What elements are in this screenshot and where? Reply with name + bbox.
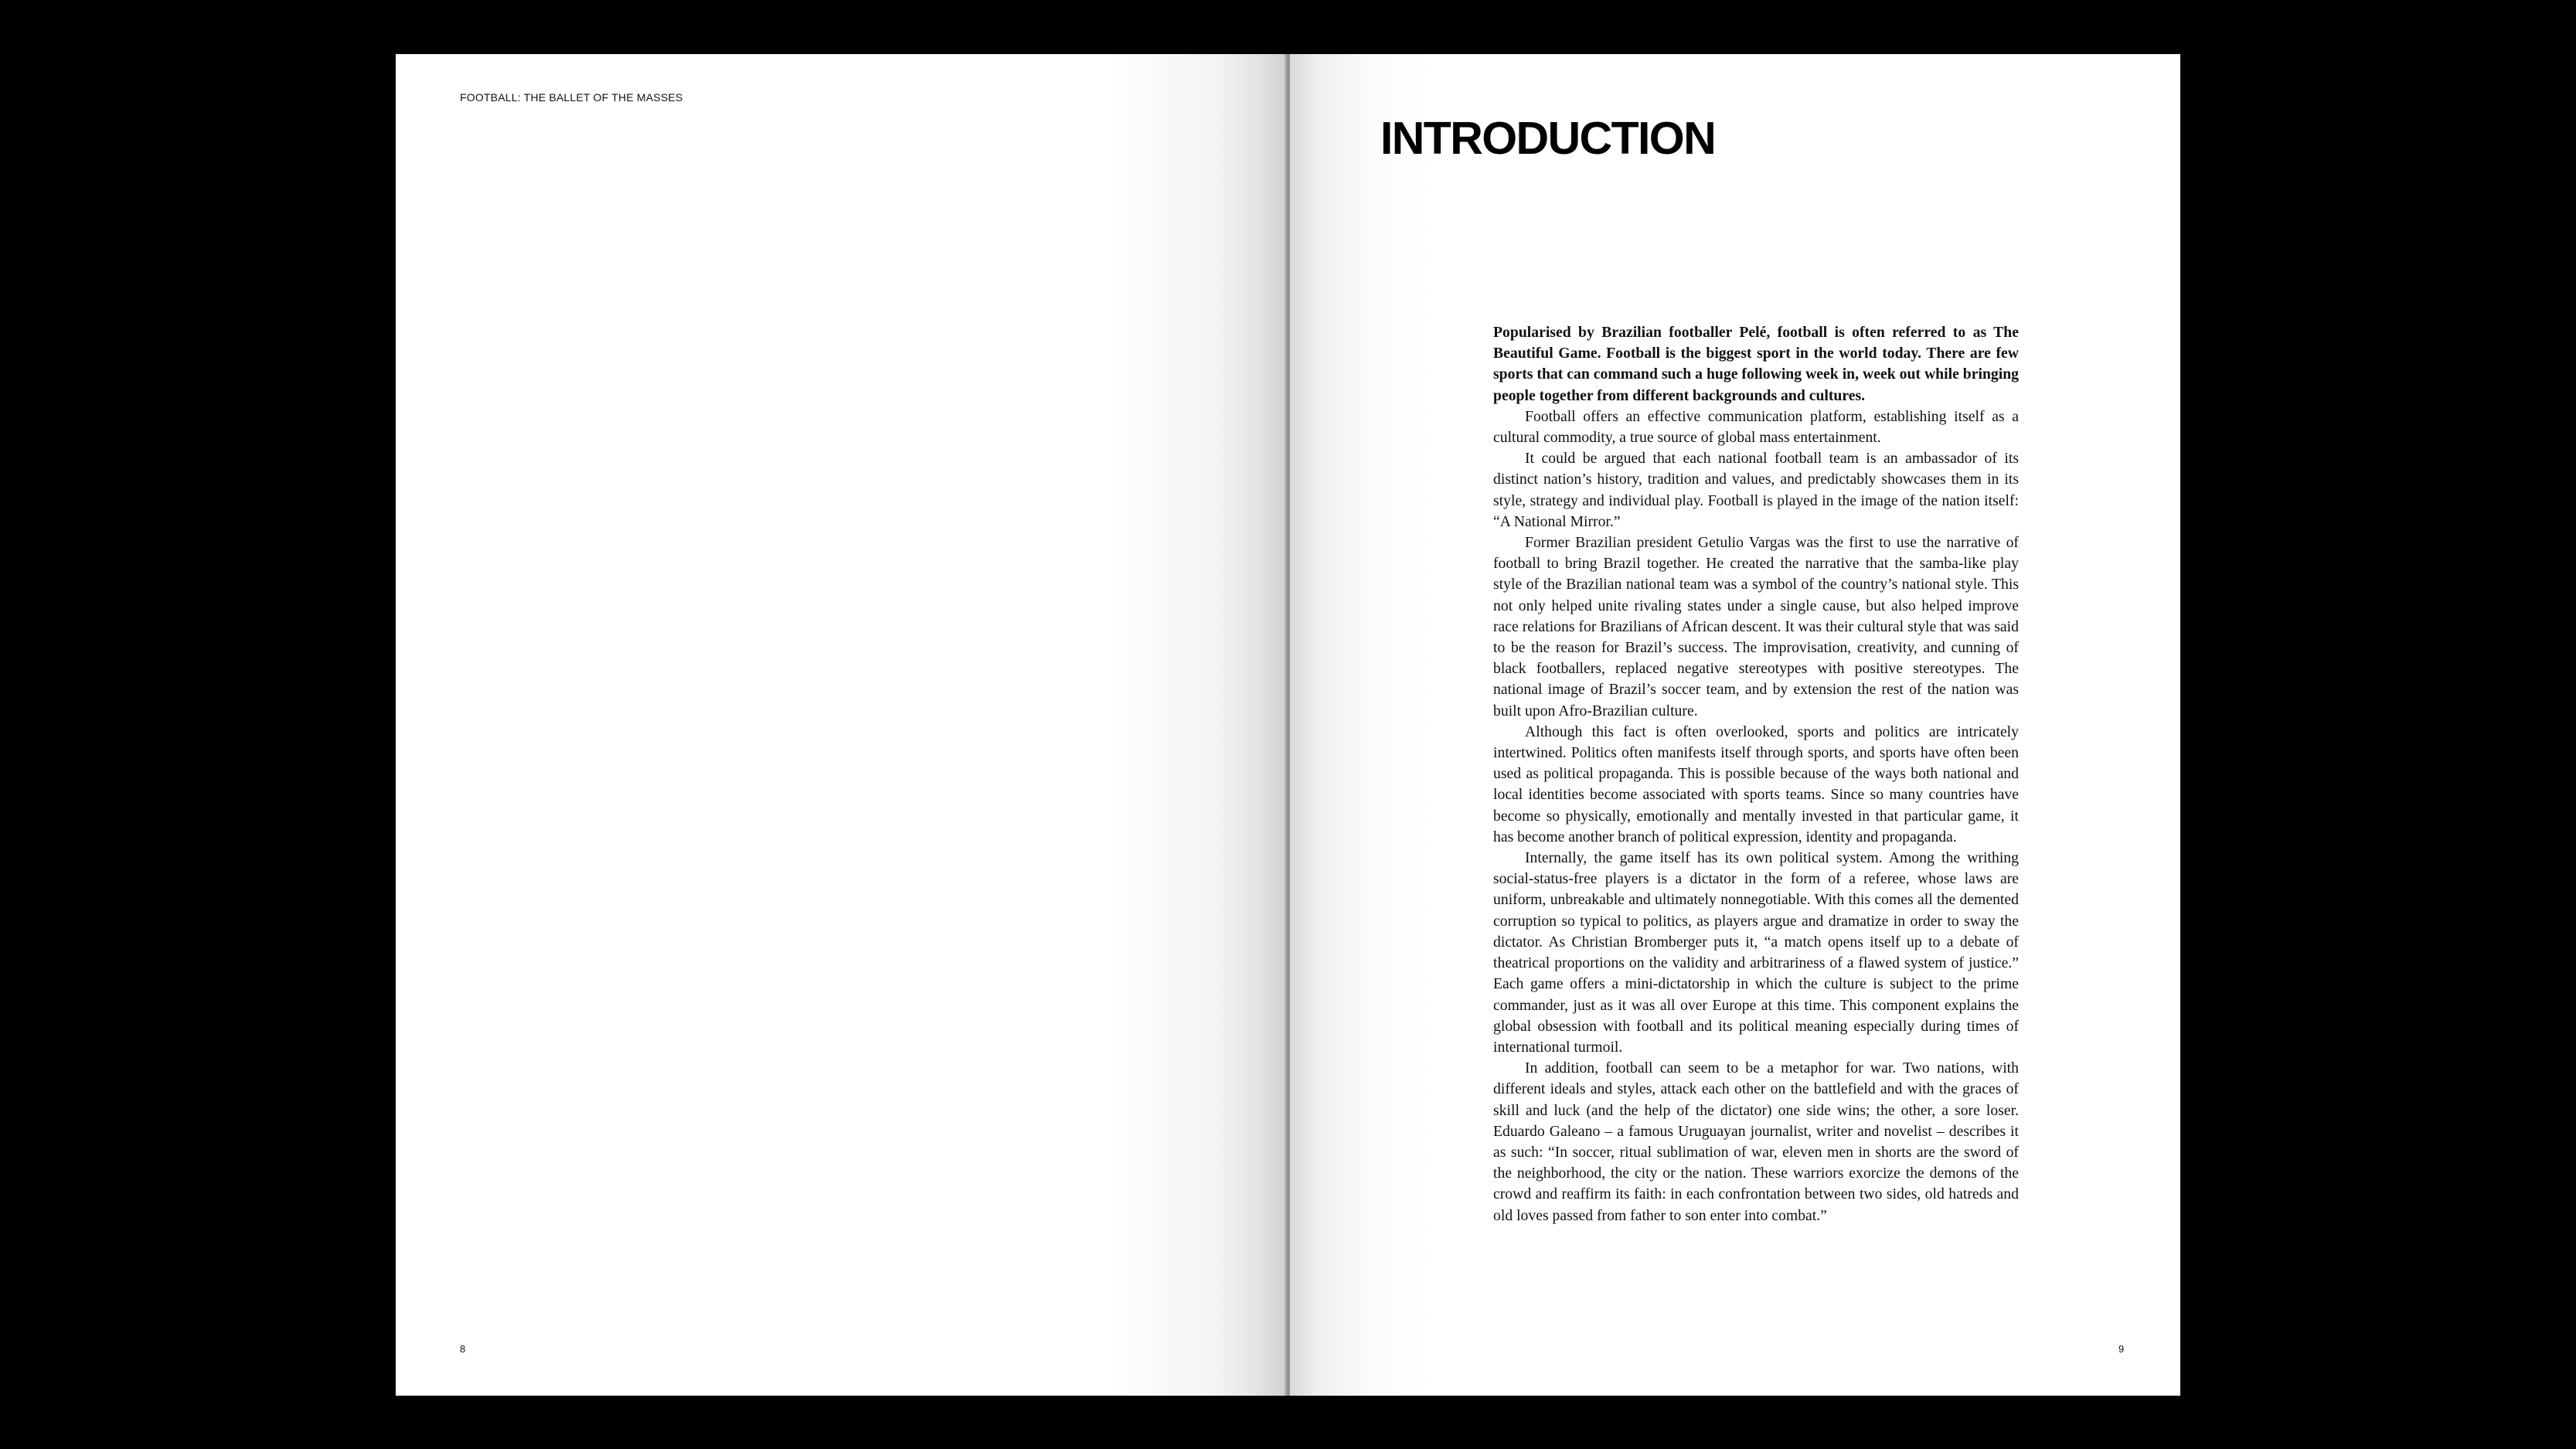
right-page: [1290, 54, 2180, 1396]
running-head: FOOTBALL: THE BALLET OF THE MASSES: [460, 91, 683, 104]
book-spread: [396, 54, 2180, 1396]
body-paragraph: It could be argued that each national football team is an ambassador of its distinct nation’s history, tradition and values, and predictably showcases them in its style, strategy and individual play. Football is played in the image of the nation itself: “A National Mirror.”: [1493, 450, 2019, 530]
body-paragraph: Internally, the game itself has its own political system. Among the writhing social-status-free players is a dictator in the form of a referee, whose laws are uniform, unbreakable and ultimately nonnegotiable. With this comes all the demented corruption so typical to politics, as players argue and dramatize in order to sway the dictator. As Christian Bromberger puts it, “a match opens itself up to a debate of theatrical proportions on the validity and arbitrariness of a flawed system of justice.” Each game offers a mini-dictatorship in which the culture is subject to the prime commander, just as it was all over Europe at this time. This component explains the global obsession with football and its political meaning especially during times of international turmoil.: [1493, 849, 2019, 1056]
chapter-title: INTRODUCTION: [1380, 113, 1716, 164]
lead-paragraph: Popularised by Brazilian footballer Pelé, football is often referred to as The Beautiful Game. Football is the biggest sport in the world today. There are few sports that can command such a huge following week in, week out while bringing people together from different backgrounds and cultures.: [1493, 324, 2019, 404]
page-number-right: 9: [2118, 1343, 2125, 1355]
body-paragraph: Former Brazilian president Getulio Vargas was the first to use the narrative of football to bring Brazil together. He created the narrative that the samba-like play style of the Brazilian national team was a symbol of the country’s national style. This not only helped unite rivaling states under a single cause, but also helped improve race relations for Brazilians of African descent. It was their cultural style that was said to be the reason for Brazil’s success. The improvisation, creativity, and cunning of black footballers, replaced negative stereotypes with positive stereotypes. The national image of Brazil’s soccer team, and by extension the rest of the nation was built upon Afro-Brazilian culture.: [1493, 534, 2019, 719]
body-paragraph: In addition, football can seem to be a metaphor for war. Two nations, with different ideals and styles, attack each other on the battlefield and with the graces of skill and luck (and the help of the dictator) one side wins; the other, a sore loser. Eduardo Galeano – a famous Uruguayan journalist, writer and novelist – describes it as such: “In soccer, ritual sublimation of war, eleven men in shorts are the sword of the neighborhood, the city or the nation. These warriors exorcize the demons of the crowd and reaffirm its faith: in each confrontation between two sides, old hatreds and old loves passed from father to son enter into combat.”: [1493, 1060, 2019, 1224]
body-paragraph: Football offers an effective communication platform, establishing itself as a cultural commodity, a true source of global mass entertainment.: [1493, 407, 2019, 447]
left-page: [396, 54, 1287, 1396]
body-paragraph: Although this fact is often overlooked, sports and politics are intricately intertwined. Politics often manifests itself through sports, and sports have often been used as political propaganda. This is possible because of the ways both national and local identities become associated with sports teams. Since so many countries have become so physically, emotionally and mentally invested in that particular game, it has become another branch of political expression, identity and propaganda.: [1493, 723, 2019, 845]
body-text: [1493, 322, 2019, 1226]
page-number-left: 8: [460, 1343, 466, 1355]
